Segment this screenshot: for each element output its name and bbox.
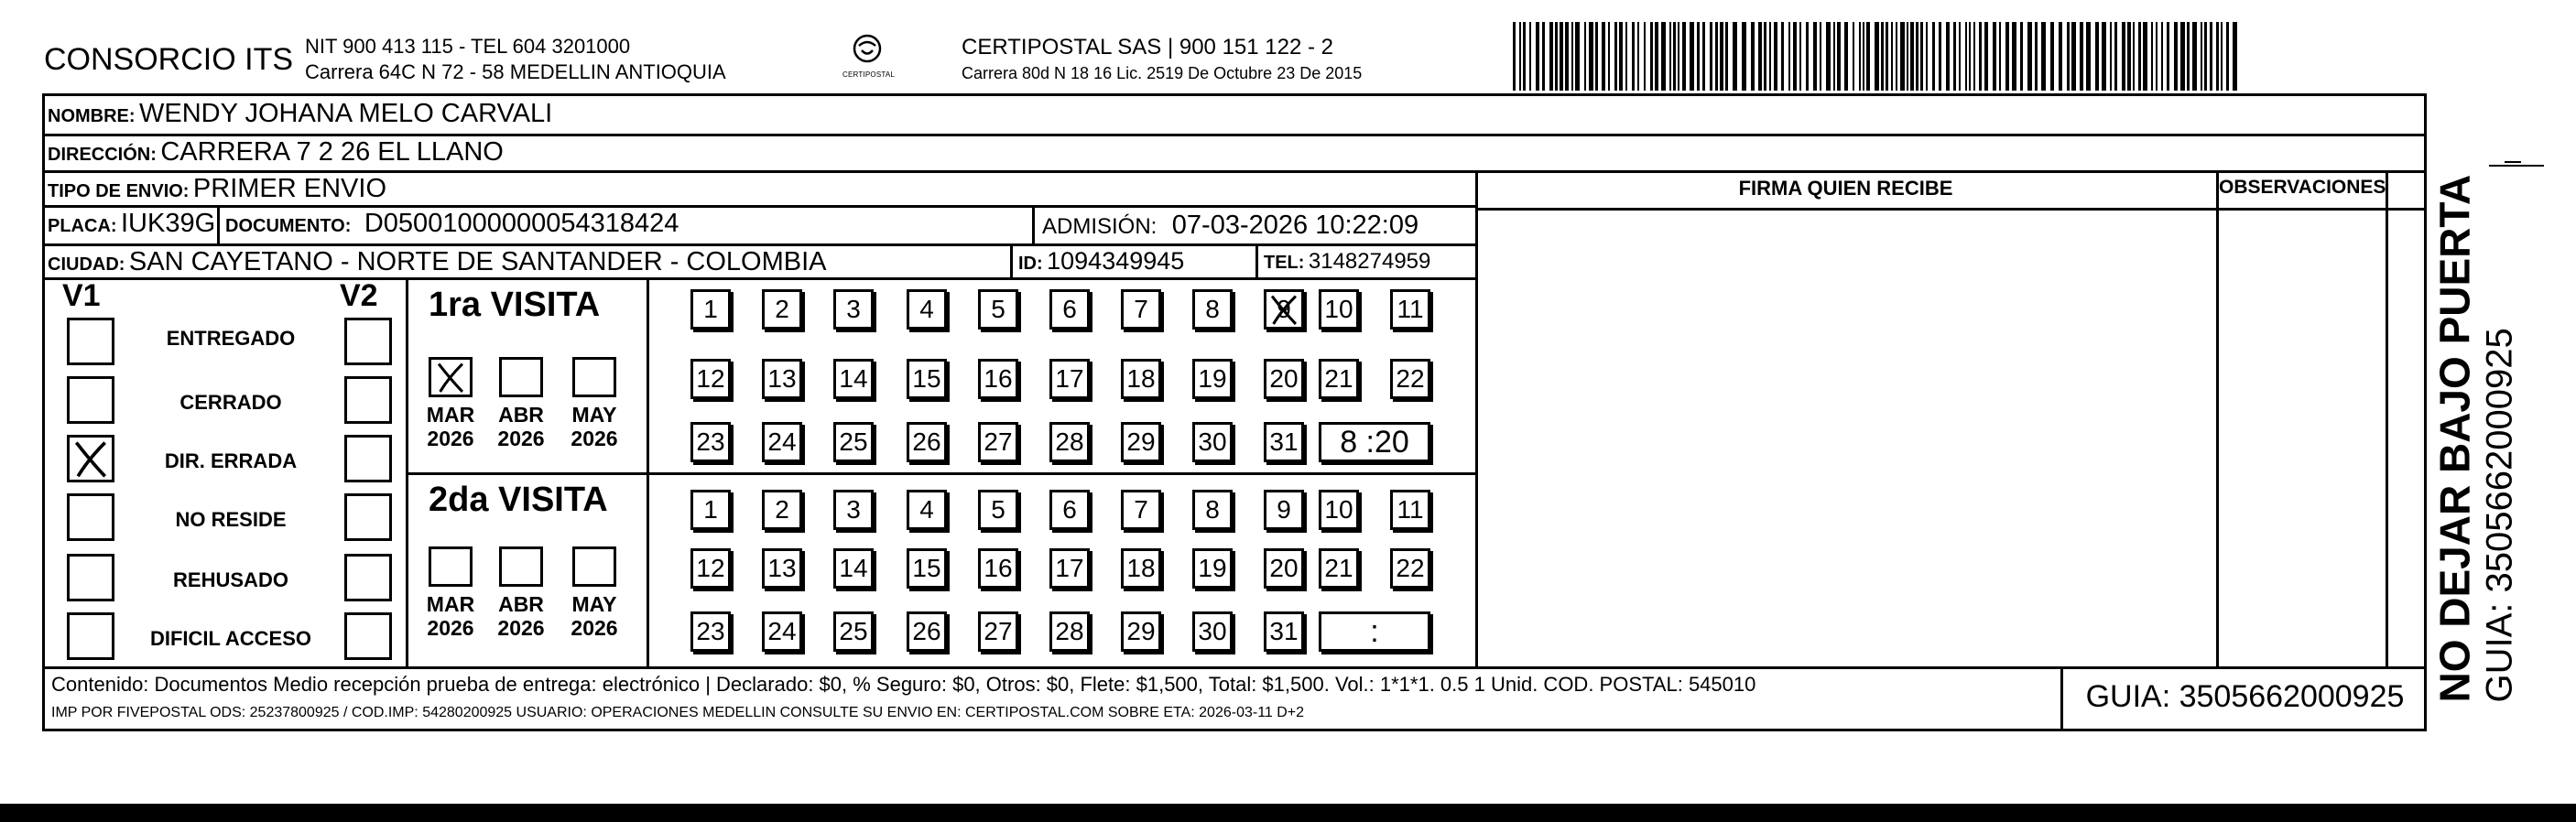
no-dejar-label: NO DEJAR BAJO PUERTA: [2430, 174, 2479, 703]
day-box[interactable]: 20: [1264, 359, 1304, 399]
direccion-row: [48, 137, 504, 168]
status-label: NO RESIDE: [175, 508, 287, 531]
v2-checkbox[interactable]: [344, 493, 392, 541]
v1-label: V1: [62, 278, 101, 313]
month-label: MAY 2026: [571, 592, 618, 640]
status-label: DIR. ERRADA: [164, 449, 298, 472]
firma-header: FIRMA QUIEN RECIBE: [1738, 177, 1953, 200]
day-box[interactable]: 19: [1192, 548, 1233, 589]
day-box[interactable]: 8: [1192, 490, 1233, 530]
day-box[interactable]: 17: [1049, 359, 1090, 399]
day-box[interactable]: 15: [907, 359, 947, 399]
day-box[interactable]: 12: [690, 548, 731, 589]
day-box[interactable]: 2: [762, 289, 802, 330]
second-visit-title: 2da VISITA: [429, 481, 608, 519]
ciudad-row: [48, 247, 827, 277]
nit-line: NIT 900 413 115 - TEL 604 3201000: [305, 35, 631, 58]
day-box[interactable]: 11: [1390, 490, 1430, 530]
day-box[interactable]: 3: [833, 289, 874, 330]
day-box[interactable]: 5: [978, 289, 1018, 330]
company-address: Carrera 64C N 72 - 58 MEDELLIN ANTIOQUIA: [305, 60, 726, 83]
day-box[interactable]: 5: [978, 490, 1018, 530]
day-box[interactable]: 29: [1121, 611, 1161, 652]
v2-checkbox[interactable]: [344, 554, 392, 601]
day-box[interactable]: 11: [1390, 289, 1430, 330]
day-box[interactable]: 30: [1192, 422, 1233, 462]
day-box[interactable]: 24: [762, 422, 802, 462]
logo-text: CERTIPOSTAL: [842, 70, 896, 79]
status-label: CERRADO: [179, 391, 282, 414]
v1-checkbox[interactable]: [67, 493, 114, 541]
placa-value: IUK39G: [121, 209, 216, 238]
status-label: DIFICIL ACCESO: [149, 627, 311, 650]
first-visit-title: 1ra VISITA: [429, 286, 601, 324]
day-box[interactable]: 7: [1121, 490, 1161, 530]
day-box[interactable]: 18: [1121, 548, 1161, 589]
nombre-row: [48, 99, 552, 129]
month-checkbox[interactable]: [499, 546, 543, 587]
admision-value: 07-03-2026 10:22:09: [1171, 211, 1419, 240]
v2-checkbox[interactable]: [344, 612, 392, 660]
direccion-value: CARRERA 7 2 26 EL LLANO: [160, 137, 504, 167]
time-box[interactable]: :: [1319, 611, 1430, 652]
month-label: ABR 2026: [497, 403, 545, 450]
day-box[interactable]: 17: [1049, 548, 1090, 589]
documento-row: [225, 209, 679, 239]
tipo-label: TIPO DE ENVIO:: [48, 181, 190, 201]
v2-checkbox[interactable]: [344, 435, 392, 482]
contenido-text: Contenido: Documentos Medio recepción prueba de entrega: electrónico | Declarado: $0, % Seguro: $0, Otros: $0, Flete: $1,500, Total: $1,500. Vol.: 1*1*1. 0.5 1 Unid. COD. POSTAL: 545010: [51, 673, 1756, 696]
day-box[interactable]: 31: [1264, 422, 1304, 462]
certipostal-address: Carrera 80d N 18 16 Lic. 2519 De Octubre 23 De 2015: [962, 64, 1363, 82]
corner-mark-dash: [2505, 161, 2521, 163]
x-mark-icon: [431, 360, 470, 395]
v1-checkbox[interactable]: [67, 554, 114, 601]
day-box[interactable]: 18: [1121, 359, 1161, 399]
month-label: ABR 2026: [497, 592, 545, 640]
ciudad-label: CIUDAD:: [48, 254, 125, 275]
x-mark-icon: [1266, 292, 1301, 327]
barcode: [1513, 22, 2241, 91]
tel-row: [1264, 249, 1430, 275]
observaciones-header: OBSERVACIONES: [2219, 177, 2386, 198]
day-box[interactable]: 26: [907, 422, 947, 462]
v1-checkbox[interactable]: [67, 318, 114, 365]
day-box[interactable]: 13: [762, 548, 802, 589]
day-box[interactable]: 3: [833, 490, 874, 530]
day-box[interactable]: 16: [978, 359, 1018, 399]
day-box[interactable]: 28: [1049, 611, 1090, 652]
company-name: CONSORCIO ITS: [44, 42, 294, 77]
side-guia: GUIA: 3505662000925: [2479, 328, 2520, 703]
day-box[interactable]: 28: [1049, 422, 1090, 462]
corner-mark: [2489, 165, 2544, 167]
tipo-value: PRIMER ENVIO: [192, 174, 387, 203]
day-box[interactable]: 23: [690, 422, 731, 462]
month-checkbox[interactable]: [572, 357, 616, 397]
day-box[interactable]: 15: [907, 548, 947, 589]
day-box[interactable]: 21: [1319, 548, 1359, 589]
certipostal-line: CERTIPOSTAL SAS | 900 151 122 - 2: [962, 35, 1333, 59]
certipostal-logo: [842, 33, 896, 88]
bottom-rule: [0, 804, 2576, 822]
day-box[interactable]: 22: [1390, 359, 1430, 399]
month-label: MAY 2026: [571, 403, 618, 450]
tipo-row: [48, 174, 386, 204]
day-box[interactable]: 10: [1319, 289, 1359, 330]
v1-checkbox[interactable]: [67, 435, 114, 482]
month-checkbox[interactable]: [572, 546, 616, 587]
month-label: MAR 2026: [426, 403, 475, 450]
id-value: 1094349945: [1047, 247, 1185, 275]
day-box[interactable]: 27: [978, 422, 1018, 462]
documento-value: D05001000000054318424: [364, 209, 679, 238]
day-box[interactable]: 1: [690, 289, 731, 330]
v2-checkbox[interactable]: [344, 318, 392, 365]
day-box[interactable]: 4: [907, 490, 947, 530]
day-box[interactable]: 1: [690, 490, 731, 530]
status-label: ENTREGADO: [166, 327, 296, 350]
day-box[interactable]: 25: [833, 611, 874, 652]
day-box[interactable]: 22: [1390, 548, 1430, 589]
day-box[interactable]: 10: [1319, 490, 1359, 530]
month-checkbox[interactable]: [429, 357, 473, 397]
certipostal-logo-icon: [842, 33, 892, 64]
day-box[interactable]: 8: [1192, 289, 1233, 330]
time-box[interactable]: 8 :20: [1319, 422, 1430, 462]
nombre-value: WENDY JOHANA MELO CARVALI: [139, 99, 553, 128]
day-box[interactable]: 29: [1121, 422, 1161, 462]
day-box[interactable]: 16: [978, 548, 1018, 589]
admision-label: ADMISIÓN:: [1042, 214, 1158, 239]
tel-label: TEL:: [1264, 253, 1305, 273]
day-box[interactable]: 31: [1264, 611, 1304, 652]
day-box[interactable]: 4: [907, 289, 947, 330]
documento-label: DOCUMENTO:: [225, 216, 352, 236]
imp-text: IMP POR FIVEPOSTAL ODS: 25237800925 / COD.IMP: 54280200925 USUARIO: OPERACIONES MEDELLIN CONSULTE SU ENVIO EN: CERTIPOSTAL.COM SOBRE ETA: 2026-03-11 D+2: [51, 705, 1305, 720]
direccion-label: DIRECCIÓN:: [48, 145, 157, 165]
admision-row: [1042, 211, 1418, 241]
day-box[interactable]: 30: [1192, 611, 1233, 652]
day-box[interactable]: 12: [690, 359, 731, 399]
day-box[interactable]: 9: [1264, 490, 1304, 530]
day-box[interactable]: 6: [1049, 490, 1090, 530]
nombre-label: NOMBRE:: [48, 106, 136, 126]
month-label: MAR 2026: [426, 592, 475, 640]
day-box[interactable]: 27: [978, 611, 1018, 652]
day-box[interactable]: 26: [907, 611, 947, 652]
month-checkbox[interactable]: [429, 546, 473, 587]
placa-label: PLACA:: [48, 216, 117, 236]
day-box[interactable]: 25: [833, 422, 874, 462]
day-box[interactable]: 24: [762, 611, 802, 652]
guia-footer: GUIA: 3505662000925: [2085, 679, 2405, 714]
tel-value: 3148274959: [1308, 249, 1431, 274]
v1-checkbox[interactable]: [67, 376, 114, 424]
day-box[interactable]: 23: [690, 611, 731, 652]
v2-label: V2: [340, 278, 378, 313]
ciudad-value: SAN CAYETANO - NORTE DE SANTANDER - COLOMBIA: [128, 247, 827, 276]
id-row: [1018, 247, 1184, 276]
placa-row: [48, 209, 215, 239]
day-box[interactable]: 2: [762, 490, 802, 530]
status-label: REHUSADO: [173, 568, 288, 591]
v2-checkbox[interactable]: [344, 376, 392, 424]
day-box[interactable]: 14: [833, 548, 874, 589]
day-box[interactable]: 19: [1192, 359, 1233, 399]
day-box[interactable]: 21: [1319, 359, 1359, 399]
month-checkbox[interactable]: [499, 357, 543, 397]
id-label: ID:: [1018, 254, 1043, 274]
day-box[interactable]: 13: [762, 359, 802, 399]
side-text: [2430, 174, 2536, 703]
day-box[interactable]: 14: [833, 359, 874, 399]
day-box[interactable]: 9: [1264, 289, 1304, 330]
x-mark-icon: [70, 438, 112, 480]
day-box[interactable]: 7: [1121, 289, 1161, 330]
day-box[interactable]: 6: [1049, 289, 1090, 330]
v1-checkbox[interactable]: [67, 612, 114, 660]
day-box[interactable]: 20: [1264, 548, 1304, 589]
